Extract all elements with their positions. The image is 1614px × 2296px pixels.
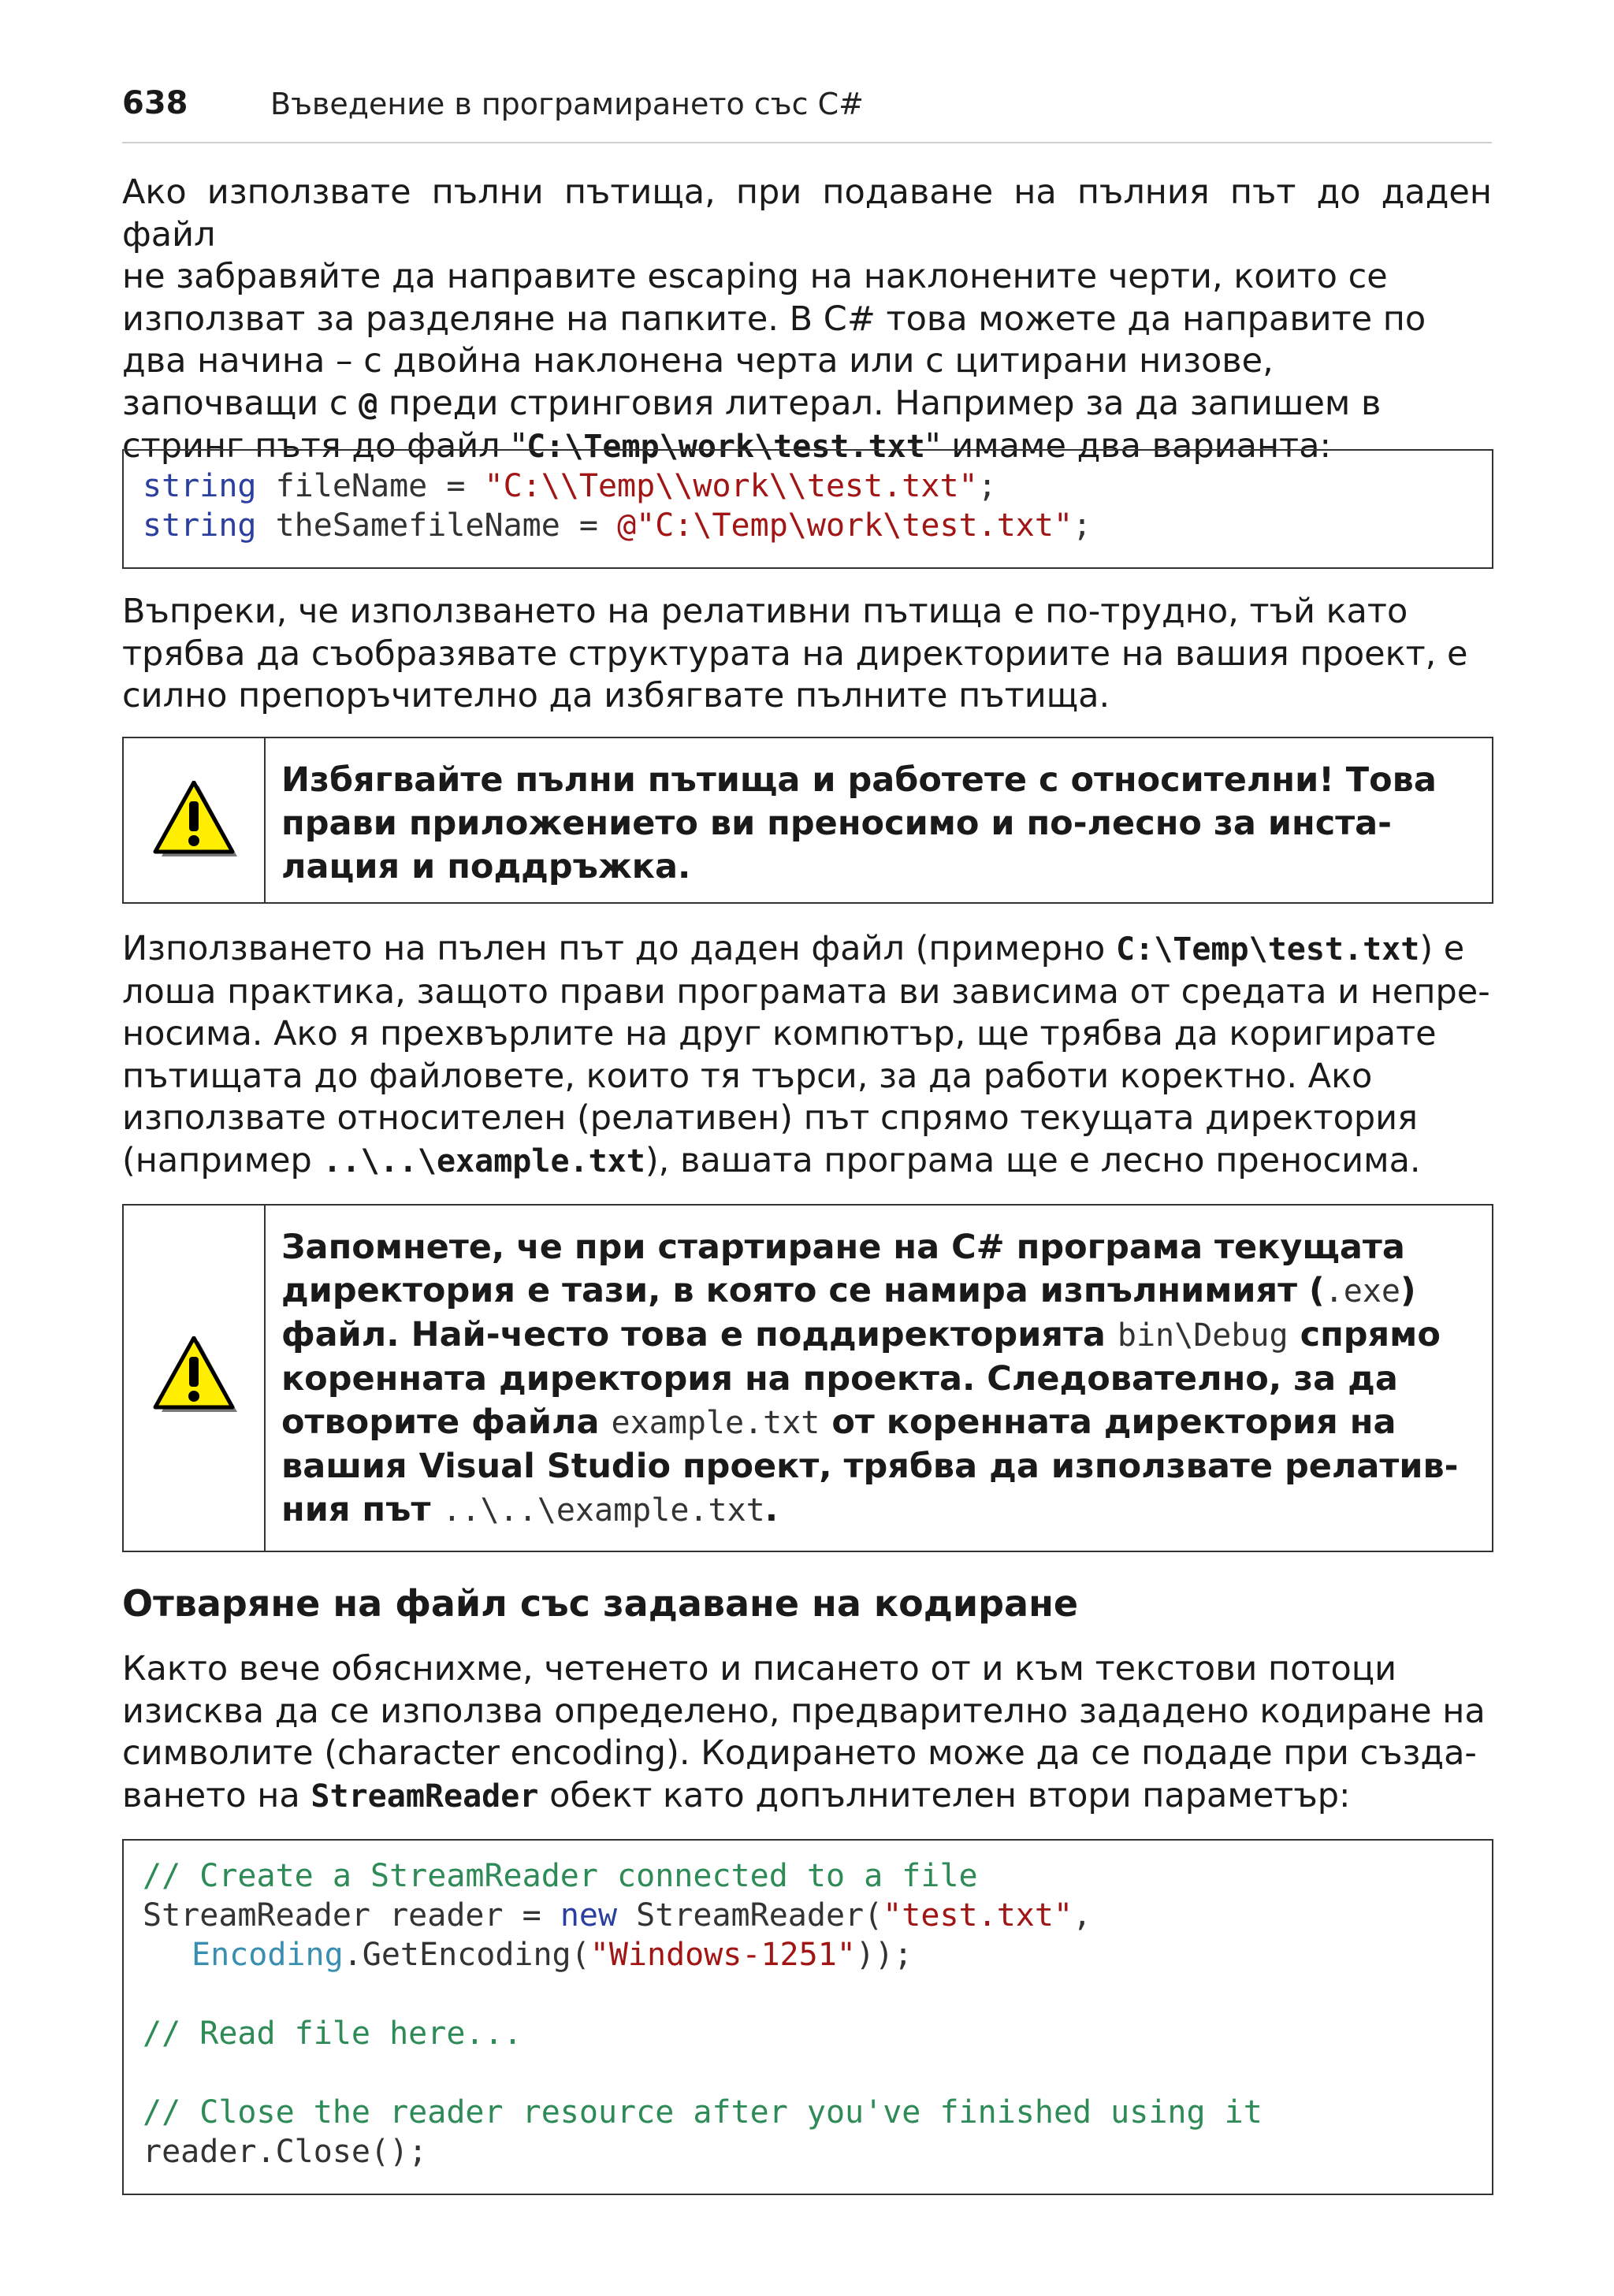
inline-code: StreamReader — [311, 1778, 539, 1815]
code-block-stream-reader — [122, 1839, 1493, 2195]
code-text: fileName = — [256, 468, 485, 504]
text-run: спрямо — [1288, 1315, 1441, 1354]
text-line: Запомнете, че при стартиране на C# програма текущата — [281, 1228, 1405, 1267]
paragraph-relative-paths — [122, 591, 1492, 718]
text-line — [122, 1775, 1492, 1819]
keyword: string — [143, 507, 257, 544]
text-run: ването на — [122, 1775, 311, 1815]
code-blank-line — [143, 1975, 1473, 2014]
text-line: носима. Ако я прехвърлите на друг компютър, ще трябва да коригирате — [122, 1014, 1437, 1053]
code-text: ; — [1073, 507, 1092, 544]
text-run: преди стринговия литерал. Например за да запишем в — [377, 383, 1382, 423]
text-line — [281, 1313, 1475, 1358]
text-line: използвате относителен (релативен) път спрямо текущата директория — [122, 1098, 1418, 1138]
text-run: (например — [122, 1140, 323, 1180]
text-run: започващи с — [122, 383, 359, 423]
type-name: Encoding — [192, 1937, 344, 1973]
text-run: ) е — [1419, 929, 1465, 968]
keyword: string — [143, 468, 257, 504]
paragraph-full-paths — [122, 172, 1492, 469]
code-comment: // Create a StreamReader connected to a file — [143, 1858, 978, 1894]
inline-code: @ — [359, 385, 378, 422]
text-run: стринг пътя до файл " — [122, 426, 527, 466]
warning-icon — [152, 781, 239, 860]
code-text: StreamReader( — [617, 1897, 883, 1934]
text-run: . — [764, 1490, 779, 1529]
code-text: ; — [977, 468, 997, 504]
text-line: Както вече обяснихме, четенето и писането от и към текстови потоци — [122, 1649, 1397, 1689]
string-literal: "test.txt" — [883, 1897, 1073, 1934]
code-line — [143, 1896, 1473, 1935]
text-line — [281, 1269, 1475, 1313]
text-run: директория е тази, в която се намира изпълнимият ( — [281, 1271, 1325, 1310]
inline-code: ..\..\example.txt — [442, 1492, 765, 1529]
inline-code: .exe — [1324, 1273, 1401, 1310]
text-line — [122, 383, 1492, 426]
inline-code: C:\Temp\work\test.txt — [526, 429, 925, 465]
warning-icon — [152, 1336, 239, 1415]
page-number: 638 — [122, 85, 188, 121]
callout-icon-cell — [124, 1206, 266, 1551]
text-line: вашия Visual Studio проект, трябва да използвате релатив- — [281, 1447, 1459, 1486]
text-line: коренната директория на проекта. Следователно, за да — [281, 1359, 1398, 1399]
code-text: , — [1073, 1897, 1092, 1934]
text-line: изисква да се използва определено, предварително зададено кодиране на — [122, 1691, 1486, 1731]
paragraph-encoding — [122, 1648, 1492, 1818]
text-line: Въпреки, че използването на релативни пътища е по-трудно, тъй като — [122, 592, 1408, 631]
callout-text — [281, 1226, 1475, 1533]
paragraph-bad-practice — [122, 928, 1492, 1183]
code-line — [143, 1935, 1473, 1975]
code-line — [143, 506, 1473, 545]
text-line — [122, 928, 1492, 972]
code-text: StreamReader reader = — [143, 1897, 560, 1934]
text-line: лация и поддръжка. — [281, 847, 691, 886]
text-run: обект като допълнителен втори параметър: — [538, 1775, 1351, 1815]
code-comment: // Read file here... — [143, 2016, 523, 2052]
code-line: reader.Close(); — [143, 2134, 428, 2170]
text-line: трябва да съобразявате структурата на директориите на вашия проект, е — [122, 633, 1468, 674]
text-line: пътищата до файловете, които тя търси, за да работи коректно. Ако — [122, 1056, 1373, 1096]
code-block-paths — [122, 449, 1493, 569]
warning-callout-current-directory — [122, 1204, 1493, 1552]
text-line: Избягвайте пълни пътища и работете с относителни! Това — [281, 760, 1437, 800]
text-line — [122, 1140, 1492, 1183]
section-heading: Отваряне на файл със задаване на кодиране — [122, 1582, 1079, 1625]
string-literal: @"C:\Temp\work\test.txt" — [617, 507, 1073, 544]
text-line: прави приложението ви преносимо и по-лесно за инста- — [281, 804, 1393, 843]
inline-code: example.txt — [611, 1405, 820, 1441]
inline-code: bin\Debug — [1117, 1317, 1289, 1354]
text-line: не забравяйте да направите escaping на наклонените черти, които се — [122, 257, 1388, 296]
text-line: лоша практика, защото прави програмата ви зависима от средата и непре- — [122, 972, 1490, 1012]
code-text: )); — [855, 1937, 913, 1973]
text-run: ния път — [281, 1490, 443, 1529]
page-header — [122, 79, 1492, 143]
code-comment: // Close the reader resource after you've finished using it — [143, 2094, 1263, 2131]
inline-code: ..\..\example.txt — [322, 1142, 645, 1180]
code-text: .GetEncoding( — [343, 1937, 590, 1973]
text-line: символите (character encoding). Кодирането може да се подаде при създа- — [122, 1733, 1477, 1773]
callout-text — [281, 759, 1475, 889]
text-run: Използването на пълен път до даден файл (примерно — [122, 929, 1117, 968]
string-literal: "Windows-1251" — [589, 1937, 856, 1973]
callout-icon-cell — [124, 738, 266, 902]
code-blank-line — [143, 2053, 1473, 2093]
text-line — [281, 1488, 1475, 1533]
text-line: два начина – с двойна наклонена черта или с цитирани низове, — [122, 341, 1274, 381]
text-line: Ако използвате пълни пътища, при подаване на пълния път до даден файл — [122, 173, 1492, 254]
text-line — [281, 1401, 1475, 1445]
running-title: Въведение в програмирането със C# — [270, 87, 864, 121]
string-literal: "C:\\Temp\\work\\test.txt" — [484, 468, 978, 504]
inline-code: C:\Temp\test.txt — [1116, 931, 1420, 968]
text-line: силно препоръчително да избягвате пълните пътища. — [122, 676, 1110, 715]
text-run: файл. Най-често това е поддиректорията — [281, 1315, 1118, 1354]
code-text: theSamefileName = — [256, 507, 618, 544]
text-run: ) — [1400, 1271, 1416, 1310]
text-run: " имаме два варианта: — [924, 426, 1331, 466]
text-line: използват за разделяне на папките. В C# това можете да направите по — [122, 299, 1426, 339]
text-run: от коренната директория на — [820, 1402, 1396, 1442]
keyword: new — [560, 1897, 618, 1934]
code-line — [143, 466, 1473, 506]
text-run: ), вашата програма ще е лесно преносима. — [645, 1140, 1421, 1180]
warning-callout-absolute-paths — [122, 737, 1493, 904]
text-run: отворите файла — [281, 1402, 612, 1442]
